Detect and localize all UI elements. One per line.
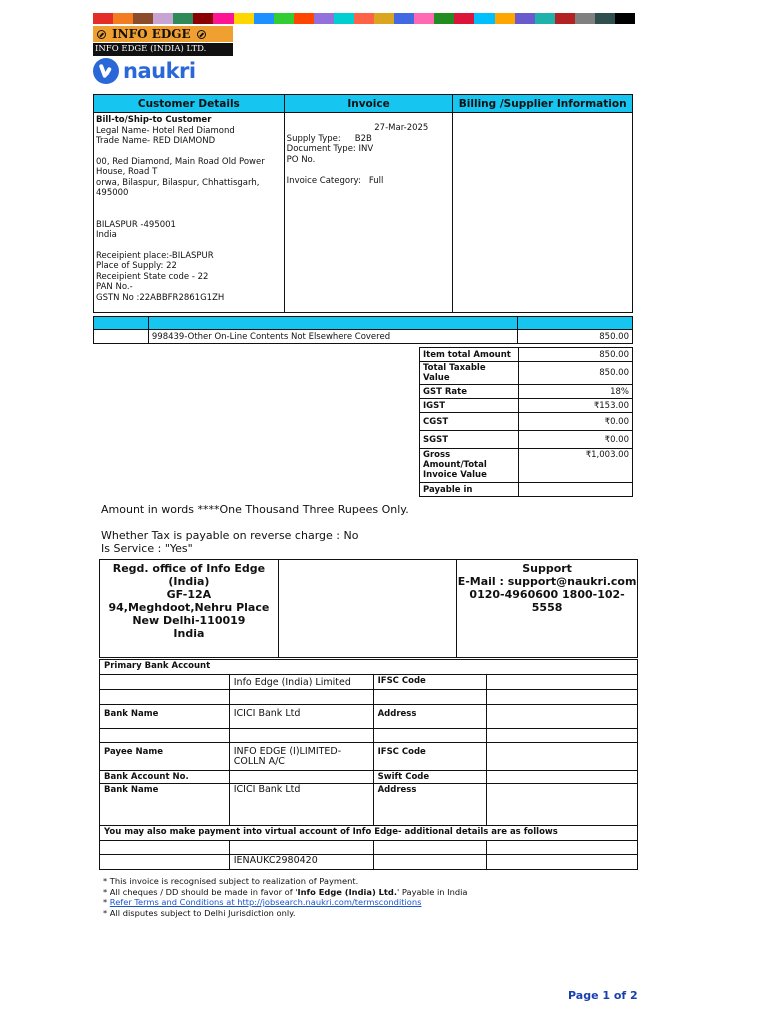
- sgst-value: ₹0.00: [519, 431, 633, 449]
- supply-type-label: Supply Type:: [286, 133, 341, 144]
- terms-link[interactable]: Refer Terms and Conditions at http://jobsearch.naukri.com/termsconditions: [109, 897, 422, 907]
- color-strip-segment: [93, 13, 113, 24]
- color-strip: [93, 13, 635, 24]
- note-1: * This invoice is recognised subject to realization of Payment.: [103, 876, 359, 886]
- support-phones: 0120-4960600 1800-102-5558: [469, 588, 625, 614]
- invoice-cell: [284, 113, 453, 313]
- gross-amount-value: ₹1,003.00: [519, 449, 633, 483]
- color-strip-segment: [555, 13, 575, 24]
- invoice-notes: [103, 876, 468, 918]
- gstn-no: GSTN No :22ABBFR2861G1ZH: [96, 292, 225, 303]
- naukri-logo: [93, 56, 196, 86]
- customer-details-cell: [94, 113, 285, 313]
- payable-in-value: [519, 483, 633, 497]
- pan-no: PAN No.-: [96, 282, 133, 292]
- support-cell: [457, 560, 638, 658]
- is-service: Is Service : "Yes": [101, 542, 193, 555]
- color-strip-segment: [374, 13, 394, 24]
- document-type: Document Type: INV: [286, 144, 374, 154]
- primary-bank-heading: Primary Bank Account: [100, 660, 638, 675]
- color-strip-segment: [334, 13, 354, 24]
- city-line: BILASPUR -495001: [96, 219, 176, 230]
- color-strip-segment: [294, 13, 314, 24]
- bank-details-table: [99, 659, 638, 870]
- recipient-state-code: Receipient State code - 22: [96, 271, 209, 282]
- color-strip-segment: [234, 13, 254, 24]
- logo-mark-icon: [197, 30, 206, 39]
- taxable-value-value: 850.00: [519, 362, 633, 385]
- color-strip-segment: [454, 13, 474, 24]
- secondary-bank-name: ICICI Bank Ltd: [229, 784, 373, 826]
- igst-value: ₹153.00: [519, 399, 633, 413]
- sgst-label: SGST: [420, 431, 519, 449]
- color-strip-segment: [274, 13, 294, 24]
- payee-name-label: Payee Name: [100, 743, 230, 771]
- item-total-value: 850.00: [519, 348, 633, 362]
- page-number: Page 1 of 2: [568, 989, 638, 1002]
- color-strip-segment: [254, 13, 274, 24]
- item-total-label: Item total Amount: [420, 348, 519, 362]
- line-item-amount: 850.00: [518, 330, 633, 344]
- bank-name-label-primary: Bank Name: [100, 705, 230, 729]
- cgst-value: ₹0.00: [519, 413, 633, 431]
- ifsc-label-primary: IFSC Code: [373, 675, 487, 690]
- customer-details-header: Customer Details: [94, 95, 285, 113]
- color-strip-segment: [615, 13, 635, 24]
- bill-to-heading: Bill-to/Ship-to Customer: [96, 115, 212, 125]
- note-bullet: *: [103, 897, 108, 907]
- address-line-1: 00, Red Diamond, Main Road Old Power House, Road T: [96, 156, 265, 177]
- address-line-2: orwa, Bilaspur, Bilaspur, Chhattisgarh, 495000: [96, 177, 260, 198]
- note-4: * All disputes subject to Delhi Jurisdiction only.: [103, 907, 296, 918]
- igst-label: IGST: [420, 399, 519, 413]
- note-bullet: *: [103, 886, 108, 897]
- color-strip-segment: [133, 13, 153, 24]
- trade-name: Trade Name- RED DIAMOND: [96, 136, 216, 146]
- bank-account-label: Bank Account No.: [100, 771, 230, 784]
- info-edge-logo: [93, 26, 233, 42]
- gst-rate-label: GST Rate: [420, 385, 519, 399]
- office-line-6: India: [173, 627, 205, 640]
- virtual-account-note: You may also make payment into virtual account of Info Edge- additional details are as follows: [100, 826, 638, 841]
- support-email[interactable]: E-Mail : support@naukri.com: [457, 575, 637, 588]
- color-strip-segment: [495, 13, 515, 24]
- cgst-label: CGST: [420, 413, 519, 431]
- color-strip-segment: [193, 13, 213, 24]
- billing-header: Billing /Supplier Information: [453, 95, 633, 113]
- po-no: PO No.: [286, 154, 316, 165]
- ifsc-label-secondary: IFSC Code: [373, 743, 487, 771]
- office-line-1: Regd. office of Info Edge: [112, 562, 266, 575]
- color-strip-segment: [173, 13, 193, 24]
- primary-account-name: Info Edge (India) Limited: [229, 675, 373, 690]
- registered-office-cell: [100, 560, 279, 658]
- color-strip-segment: [213, 13, 233, 24]
- empty-office-cell: [278, 560, 456, 658]
- office-line-3: GF-12A: [166, 588, 212, 601]
- logo-subtitle: INFO EDGE (INDIA) LTD.: [93, 43, 233, 56]
- color-strip-segment: [595, 13, 615, 24]
- virtual-account-number: IENAUKC2980420: [229, 855, 373, 870]
- reverse-charge: Whether Tax is payable on reverse charge : No: [101, 529, 359, 542]
- color-strip-segment: [535, 13, 555, 24]
- details-table: [93, 94, 633, 313]
- invoice-header: Invoice: [284, 95, 453, 113]
- swift-code-label: Swift Code: [373, 771, 487, 784]
- logo-name: INFO EDGE: [112, 27, 191, 41]
- payee-name-value: INFO EDGE (I)LIMITED-COLLN A/C: [229, 743, 373, 771]
- color-strip-segment: [515, 13, 535, 24]
- office-support-table: [99, 559, 638, 658]
- supply-type-value: B2B: [354, 133, 372, 144]
- address-label-primary: Address: [373, 705, 487, 729]
- legal-name: Legal Name- Hotel Red Diamond: [96, 125, 235, 136]
- taxable-value-label: Total Taxable Value: [420, 362, 519, 385]
- place-of-supply: Place of Supply: 22: [96, 261, 177, 271]
- note-bullet: *: [103, 876, 108, 886]
- support-title: Support: [522, 562, 572, 575]
- invoice-category-value: Full: [368, 176, 384, 186]
- payable-in-label: Payable in: [420, 483, 519, 497]
- naukri-wordmark: naukri: [123, 59, 196, 83]
- office-line-5: New Delhi-110019: [132, 614, 246, 627]
- color-strip-segment: [113, 13, 133, 24]
- color-strip-segment: [153, 13, 173, 24]
- logo-mark-icon: [97, 30, 106, 39]
- billing-info-cell: [453, 113, 633, 313]
- amount-in-words: Amount in words ****One Thousand Three Rupees Only.: [101, 503, 409, 516]
- line-item-description: 998439-Other On-Line Contents Not Elsewhere Covered: [148, 330, 517, 344]
- totals-table: [419, 347, 633, 497]
- note-2: * All cheques / DD should be made in favor of 'Info Edge (India) Ltd.' Payable in India: [103, 886, 468, 897]
- color-strip-segment: [354, 13, 374, 24]
- invoice-category-label: Invoice Category:: [286, 176, 361, 186]
- office-line-2: (India): [168, 575, 210, 588]
- color-strip-segment: [314, 13, 334, 24]
- bank-name-label-secondary: Bank Name: [100, 784, 230, 826]
- gst-rate-value: 18%: [519, 385, 633, 399]
- color-strip-segment: [434, 13, 454, 24]
- gross-amount-label: Gross Amount/Total Invoice Value: [420, 449, 519, 483]
- primary-bank-name: ICICI Bank Ltd: [229, 705, 373, 729]
- invoice-date: 27-Mar-2025: [374, 123, 429, 133]
- recipient-place: Receipient place:-BILASPUR: [96, 250, 214, 261]
- color-strip-segment: [414, 13, 434, 24]
- office-line-4: 94,Meghdoot,Nehru Place: [108, 601, 270, 614]
- naukri-mark-icon: [93, 58, 119, 84]
- color-strip-segment: [394, 13, 414, 24]
- note-3: [103, 897, 468, 908]
- address-label-secondary: Address: [373, 784, 487, 826]
- color-strip-segment: [474, 13, 494, 24]
- country-line: India: [96, 230, 117, 240]
- note-bullet: *: [103, 907, 108, 918]
- color-strip-segment: [575, 13, 595, 24]
- line-items-table: [93, 316, 633, 344]
